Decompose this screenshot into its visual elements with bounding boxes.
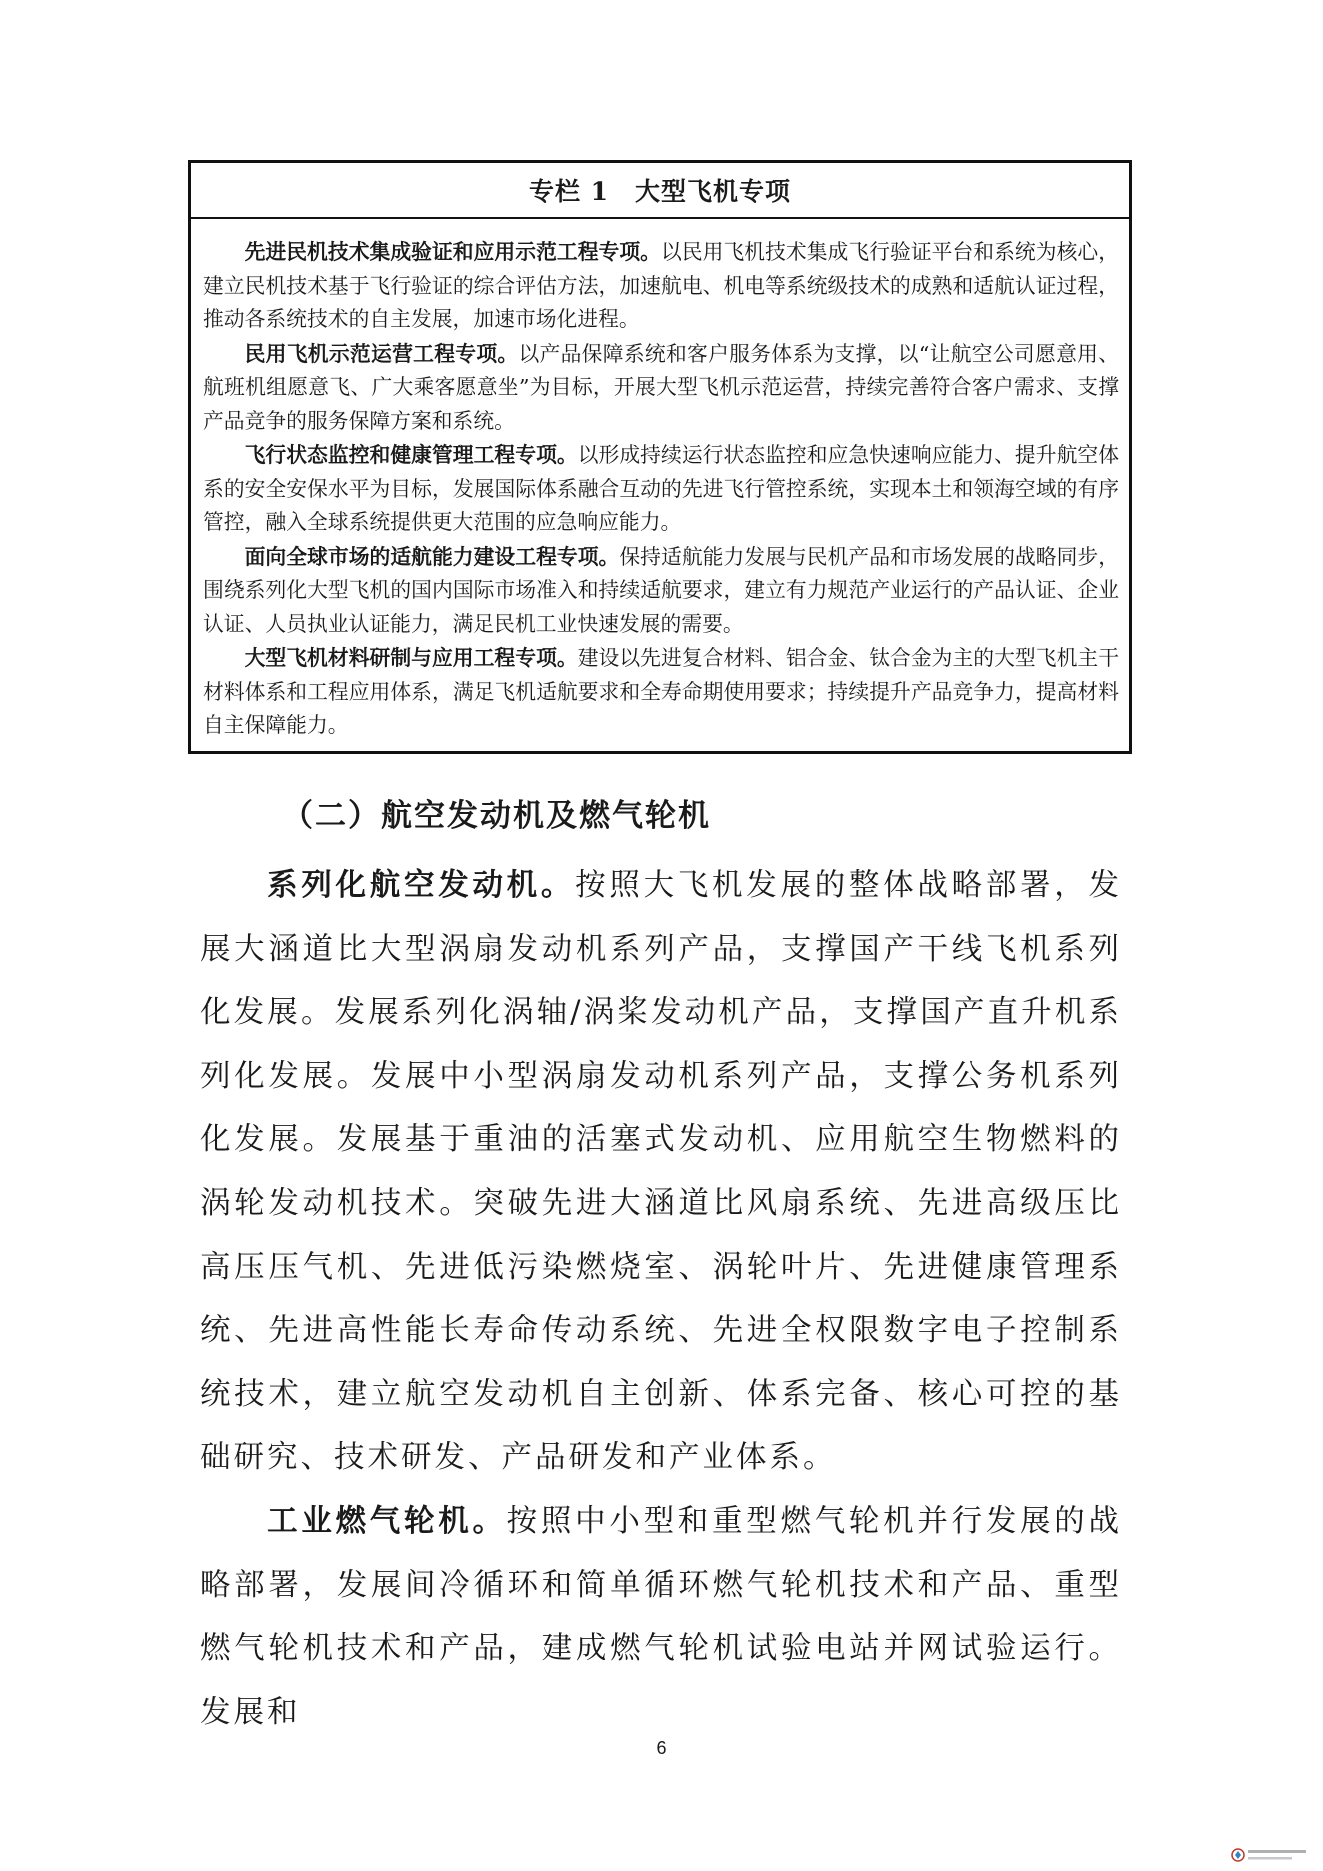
sidebar-paragraph — [203, 337, 1119, 439]
sidebar-box-title-text: 大型飞机专项 — [635, 177, 792, 206]
sidebar-box — [188, 160, 1132, 754]
body-paragraph — [200, 854, 1122, 1490]
sidebar-paragraph-text: 以民用飞机技术集成飞行验证平台和系统为核心，建立民机技术基于飞行验证的综合评估方法，加速航电、机电等系统级技术的成熟和适航认证过程，推动各系统技术的自主发展，加速市场化进程。 — [203, 240, 1120, 331]
body-paragraph-text: 按照中小型和重型燃气轮机并行发展的战略部署，发展间冷循环和简单循环燃气轮机技术和产品、重型燃气轮机技术和产品，建成燃气轮机试验电站并网试验运行。发展和 — [200, 1503, 1123, 1730]
sidebar-paragraph-lead: 面向全球市场的适航能力建设工程专项。 — [244, 543, 620, 569]
sidebar-paragraph-lead: 飞行状态监控和健康管理工程专项。 — [244, 442, 578, 467]
sidebar-paragraph-text: 建设以先进复合材料、铝合金、钛合金为主的大型飞机主干材料体系和工程应用体系，满足飞机适航要求和全寿命期使用要求；持续提升产品竞争力，提高材料自主保障能力。 — [203, 646, 1120, 737]
sidebar-box-body — [191, 219, 1129, 743]
sidebar-paragraph-lead: 先进民机技术集成验证和应用示范工程专项。 — [244, 239, 661, 264]
sidebar-paragraph — [203, 641, 1119, 743]
sidebar-paragraph-text: 以产品保障系统和客户服务体系为支撑，以“让航空公司愿意用、航班机组愿意飞、广大乘客愿意坐”为目标，开展大型飞机示范运营，持续完善符合客户需求、支撑产品竞争的服务保障方案和系统。 — [203, 341, 1120, 433]
sidebar-paragraph — [203, 438, 1119, 540]
section-heading: （二）航空发动机及燃气轮机 — [282, 798, 711, 834]
sidebar-paragraph-text: 以形成持续运行状态监控和应急快速响应能力、提升航空体系的安全安保水平为目标，发展国际体系融合互动的先进飞行管控系统，实现本土和领海空域的有序管控，融入全球系统提供更大范围的应急响应能力。 — [203, 443, 1120, 534]
sidebar-box-number: 专栏 1 — [528, 177, 610, 206]
body-paragraph-text: 按照大飞机发展的整体战略部署，发展大涵道比大型涡扇发动机系列产品，支撑国产干线飞机系列化发展。发展系列化涡轴/涡桨发动机产品，支撑国产直升机系列化发展。发展中小型涡扇发动机系列产品，支撑公务机系列化发展。发展基于重油的活塞式发动机、应用航空生物燃料的涡轮发动机技术。突破先进大涵道比风扇系统、先进高级压比高压压气机、先进低污染燃烧室、涡轮叶片、先进健康管理系统、先进高性能长寿命传动系统、先进全权限数字电子控制系统技术，建立航空发动机自主创新、体系完备、核心可控的基础研究、技术研发、产品研发和产业体系。 — [200, 868, 1123, 1476]
sidebar-paragraph — [203, 235, 1119, 337]
body-paragraph-lead: 工业燃气轮机。 — [267, 1502, 507, 1539]
body-paragraph-lead: 系列化航空发动机。 — [267, 867, 576, 903]
sidebar-paragraph-lead: 民用飞机示范运营工程专项。 — [244, 340, 519, 366]
main-body — [200, 854, 1122, 1744]
page-number: 6 — [656, 1738, 667, 1758]
body-paragraph — [200, 1490, 1122, 1744]
sidebar-paragraph-text: 保持适航能力发展与民机产品和市场发展的战略同步，围绕系列化大型飞机的国内国际市场准入和持续适航要求，建立有力规范产业运行的产品认证、企业认证、人员执业认证能力，满足民机工业快速发展的需要。 — [203, 544, 1120, 636]
sidebar-box-title — [191, 163, 1129, 219]
site-watermark-icon — [1230, 1845, 1310, 1865]
sidebar-paragraph-lead: 大型飞机材料研制与应用工程专项。 — [244, 645, 578, 670]
sidebar-paragraph — [203, 540, 1119, 642]
